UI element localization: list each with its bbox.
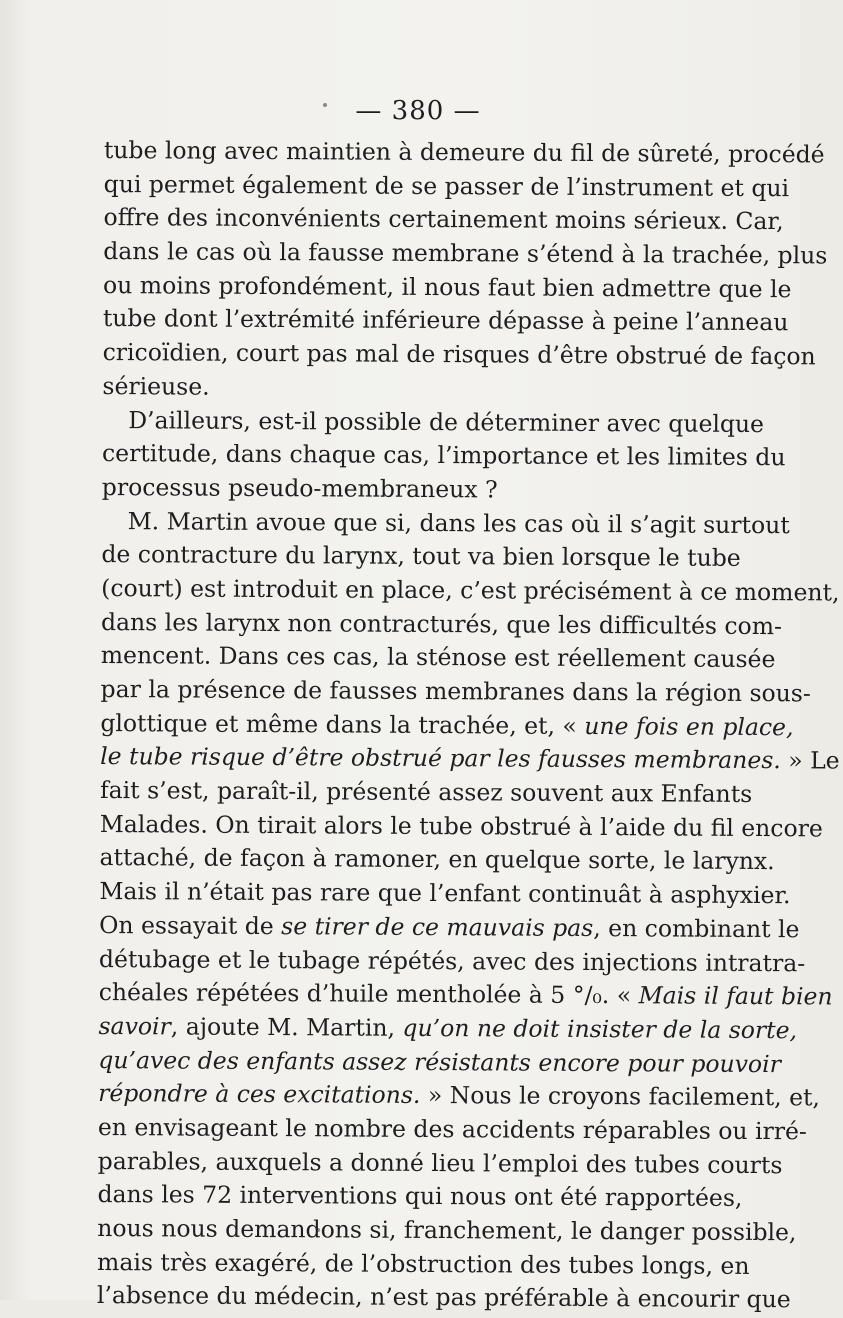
italic-text: qu’on ne doit insister de la sorte, [402, 1013, 798, 1045]
text-run: dans les larynx non contracturés, que les difficultés com- [100, 607, 783, 640]
text-run: , ajoute M. Martin, [170, 1012, 403, 1042]
text-line [102, 403, 765, 440]
text-line [101, 437, 786, 474]
text-run: mencent. Dans ces cas, la sténose est réellement causée [100, 641, 776, 674]
text-line [99, 875, 791, 912]
text-run: mais très exagéré, de l’obstruction des tubes longs, en [97, 1247, 750, 1280]
text-run: dans le cas où la fausse membrane s’étend à la trachée, plus [103, 237, 828, 270]
text-line [97, 1111, 807, 1148]
text-line [101, 538, 741, 575]
text-line [98, 1077, 821, 1114]
text-line [97, 1145, 783, 1182]
text-run: parables, auxquels a donné lieu l’emploi des tubes courts [97, 1146, 783, 1179]
text-line [97, 1178, 743, 1215]
text-run: chéales répétées d’huile mentholée à 5 °/₀. « [98, 978, 639, 1010]
italic-text: une fois en place, [584, 711, 794, 741]
text-line [102, 471, 708, 508]
text-run: » Nous le croyons facilement, et, [420, 1081, 821, 1112]
text-line [100, 673, 811, 710]
text-run: processus pseudo-membraneux ? [101, 472, 498, 504]
text-run: (court) est introduit en place, c’est précisément à ce moment, [101, 573, 840, 607]
text-line [100, 740, 840, 777]
text-run: dans les 72 interventions qui nous ont été rapportées, [97, 1180, 743, 1213]
text-run: attaché, de façon à ramoner, en quelque sorte, le larynx. [99, 843, 775, 876]
text-line [100, 639, 776, 676]
text-run: cricoïdien, court pas mal de risques d’être obstrué de façon [102, 338, 816, 371]
paragraph [102, 134, 828, 407]
text-line [103, 235, 828, 272]
text-run: sérieuse. [102, 371, 210, 401]
italic-text: répondre à ces excitations. [98, 1079, 421, 1110]
text-line [100, 707, 794, 744]
text-run: Malades. On tirait alors le tube obstrué à l’aide du fil encore [99, 809, 823, 843]
text-run: ou moins profondément, il nous faut bien admettre que le [102, 270, 792, 303]
text-line [100, 606, 783, 643]
text-run: tube dont l’extrémité inférieure dépasse à peine l’anneau [102, 304, 789, 337]
text-line [103, 168, 790, 205]
text-line [102, 370, 708, 407]
text-run: détubage et le tubage répétés, avec des injections intratra- [98, 944, 806, 977]
text-line [99, 774, 753, 811]
text-line [102, 336, 816, 373]
text-run: en envisageant le nombre des accidents réparables ou irré- [97, 1112, 807, 1146]
text-line [102, 269, 792, 306]
italic-text: Mais il faut bien [638, 981, 833, 1011]
text-line [99, 909, 800, 946]
text-run: offre des inconvénients certainement moins sérieux. Car, [103, 203, 784, 236]
text-line [96, 1279, 791, 1316]
text-run: nous nous demandons si, franchement, le danger possible, [97, 1213, 797, 1247]
italic-text: le tube risque d’être obstrué par les fausses membranes. [100, 742, 781, 775]
text-line [97, 1212, 797, 1249]
text-line [97, 1246, 750, 1283]
text-run: Mais il n’était pas rare que l’enfant continuât à asphyxier. [99, 877, 791, 910]
text-run: certitude, dans chaque cas, l’importance et les limites du [101, 439, 786, 472]
text-line [98, 976, 833, 1013]
text-line [101, 572, 840, 609]
italic-text: savoir [98, 1011, 171, 1041]
text-run: de contracture du larynx, tout va bien lorsque le tube [101, 540, 741, 573]
paragraph [96, 505, 840, 1317]
text-line [98, 1044, 781, 1081]
text-line [98, 942, 806, 979]
text-line [99, 841, 775, 878]
text-run: On essayait de [99, 910, 282, 940]
italic-text: qu’avec des enfants assez résistants encore pour pouvoir [98, 1045, 781, 1078]
text-run: tube long avec maintien à demeure du fil de sûreté, procédé [103, 135, 825, 169]
paragraph [101, 403, 786, 508]
text-run: qui permet également de se passer de l’instrument et qui [103, 169, 790, 202]
text-line [102, 505, 790, 542]
text-run: » Le [780, 746, 840, 775]
text-line [102, 302, 789, 339]
text-run: fait s’est, paraît-il, présenté assez souvent aux Enfants [99, 776, 753, 809]
text-run: glottique et même dans la trachée, et, « [100, 708, 585, 740]
italic-text: se tirer de ce mauvais pas [281, 911, 594, 942]
page-number: — 380 — [355, 96, 481, 126]
body-text [96, 134, 840, 1317]
text-run: par la présence de fausses membranes dans la région sous- [100, 674, 811, 708]
text-run: l’absence du médecin, n’est pas préférable à encourir que [96, 1281, 791, 1314]
text-run: M. Martin avoue que si, dans les cas où il s’agit surtout [127, 506, 790, 539]
text-line [98, 1010, 798, 1047]
text-line [103, 134, 825, 171]
text-run: D’ailleurs, est-il possible de déterminer avec quelque [128, 405, 765, 438]
text-line [103, 201, 784, 238]
text-run: , en combinant le [593, 913, 800, 944]
text-line [99, 808, 823, 845]
